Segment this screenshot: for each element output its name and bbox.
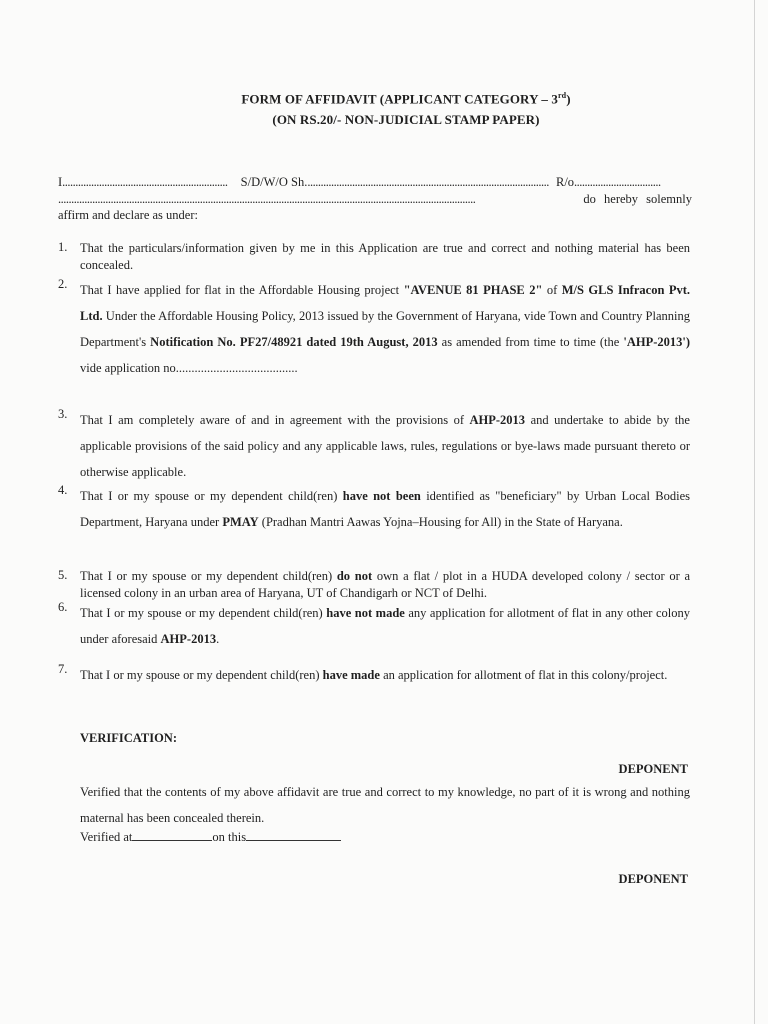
list-item-1 [58, 240, 690, 274]
item-text: That I or my spouse or my dependent child(ren) have not been identified as "beneficiary" by Urban Local Bodies Department, Haryana under PMAY (Pradhan Mantri Aawas Yojna–Housing for All) in the State of Haryana. [80, 489, 691, 529]
item-number: 2. [58, 277, 68, 291]
i-label: I [58, 175, 63, 189]
residence-blank: ................................. [574, 175, 661, 189]
verification-text: Verified that the contents of my above affidavit are true and correct to my knowledge, no part of it is wrong and nothing maternal has been concealed therein. [80, 785, 690, 825]
verification-heading: VERIFICATION: [80, 731, 177, 745]
item-number: 6. [58, 600, 68, 614]
place-blank [132, 830, 212, 841]
name-blank: ............................................................... [62, 175, 228, 189]
intro-line-1 [58, 175, 692, 190]
item-number: 1. [58, 240, 68, 254]
on-this-label: on this [212, 830, 247, 844]
list-item-4 [58, 483, 690, 535]
form-title-end: ) [566, 91, 571, 107]
form-title [0, 91, 768, 107]
item-text: That I or my spouse or my dependent child(ren) have not made any application for allotment of flat in any other colony under aforesaid AHP-2013. [80, 606, 690, 646]
list-item-6 [58, 600, 690, 652]
form-title-text: FORM OF AFFIDAVIT (APPLICANT CATEGORY – 3 [241, 91, 558, 107]
deponent-label-1: DEPONENT [618, 762, 688, 776]
intro-line-2 [58, 192, 692, 207]
verified-at-line [80, 827, 690, 847]
deponent-label-2: DEPONENT [618, 872, 688, 886]
solemnly-text: do hereby solemnly [583, 192, 692, 206]
verified-at-label: Verified at [80, 830, 133, 844]
item-number: 4. [58, 483, 68, 497]
item-number: 3. [58, 407, 68, 421]
list-item-5 [58, 568, 690, 602]
item-number: 5. [58, 568, 68, 582]
form-subtitle: (ON RS.20/- NON-JUDICIAL STAMP PAPER) [272, 112, 540, 127]
form-title-superscript: rd [557, 91, 567, 100]
item-number: 7. [58, 662, 68, 676]
item-text: That I or my spouse or my dependent child(ren) do not own a flat / plot in a HUDA developed colony / sector or a licensed colony in an urban area of Haryana, UT of Chandigarh or NCT of Delhi. [80, 569, 691, 600]
item-text: That I or my spouse or my dependent child(ren) have made an application for allotment of flat in this colony/project. [80, 668, 668, 682]
sdwo-label: S/D/W/O Sh. [240, 175, 308, 189]
list-item-3 [58, 407, 690, 485]
item-text: That I am completely aware of and in agreement with the provisions of AHP-2013 and undertake to abide by the applicable provisions of the said policy and any applicable laws, rules, regulations or bye-laws made pursuant thereto or otherwise applicable. [80, 413, 690, 479]
ro-label: R/o [555, 175, 575, 189]
date-blank [246, 830, 341, 841]
item-text: That I have applied for flat in the Affordable Housing project "AVENUE 81 PHASE 2" of M/S GLS Infracon Pvt. Ltd. Under the Affordable Housing Policy, 2013 issued by the Government of Haryana, vide Town and Country Planning Department's Notification No. PF27/48921 dated 19th August, 2013 as amended from time to time (the 'AHP-2013') vide application no....................................... [80, 283, 691, 375]
address-blank: ............................................................................................................................................................... [58, 192, 476, 206]
page-edge-line [754, 0, 755, 1024]
intro-line-3: affirm and declare as under: [58, 208, 198, 222]
list-item-7 [58, 662, 690, 688]
item-text: That the particulars/information given by me in this Application are true and correct and nothing material has been concealed. [80, 241, 690, 272]
father-name-blank: ............................................................................................ [307, 175, 549, 189]
list-item-2 [58, 277, 690, 381]
